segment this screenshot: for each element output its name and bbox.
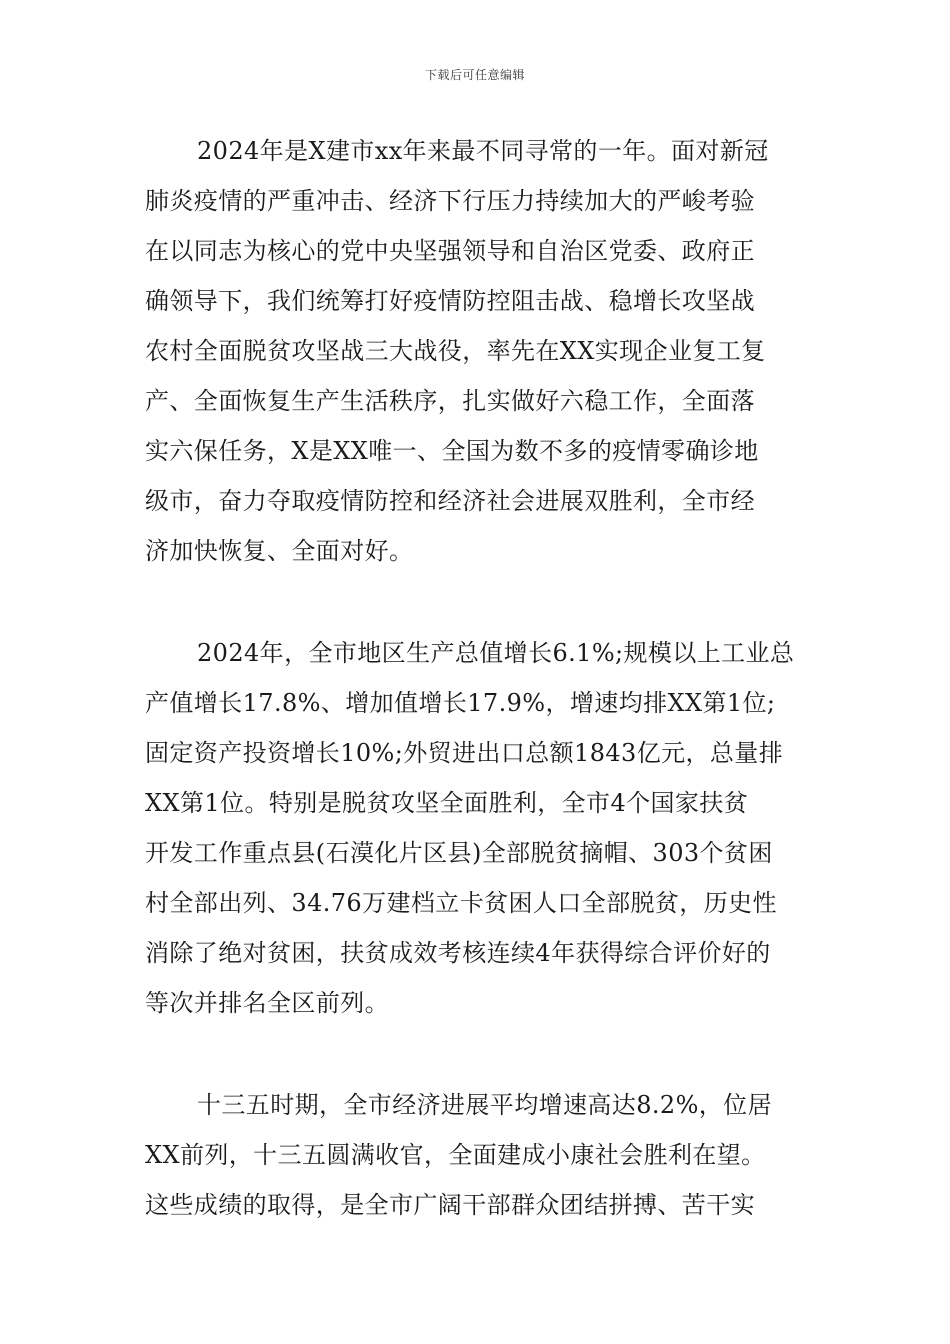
paragraph-3 xyxy=(145,1080,805,1230)
paragraph-line: 级市，奋力夺取疫情防控和经济社会进展双胜利，全市经 xyxy=(145,487,755,515)
paragraph-line: 济加快恢复、全面对好。 xyxy=(145,537,414,565)
paragraph-line: 实六保任务，X是XX唯一、全国为数不多的疫情零确诊地 xyxy=(145,437,759,465)
paragraph-line: 等次并排名全区前列。 xyxy=(145,989,389,1017)
paragraph-1 xyxy=(145,126,805,576)
paragraph-line: 消除了绝对贫困，扶贫成效考核连续4年获得综合评价好的 xyxy=(145,939,771,967)
paragraph-line: 确领导下，我们统筹打好疫情防控阻击战、稳增长攻坚战 xyxy=(145,287,755,315)
paragraph-line: 在以同志为核心的党中央坚强领导和自治区党委、政府正 xyxy=(145,237,755,265)
paragraph-spacer xyxy=(145,1028,805,1080)
paragraph-line: 2024年，全市地区生产总值增长6.1%;规模以上工业总 xyxy=(197,639,795,667)
paragraph-line: 农村全面脱贫攻坚战三大战役，率先在XX实现企业复工复 xyxy=(145,337,766,365)
paragraph-line: 这些成绩的取得，是全市广阔干部群众团结拼搏、苦干实 xyxy=(145,1191,755,1219)
document-body xyxy=(145,126,805,1230)
paragraph-line: XX第1位。特别是脱贫攻坚全面胜利，全市4个国家扶贫 xyxy=(145,789,749,817)
paragraph-line: 固定资产投资增长10%;外贸进出口总额1843亿元，总量排 xyxy=(145,739,784,767)
paragraph-line: 村全部出列、34.76万建档立卡贫困人口全部脱贫，历史性 xyxy=(145,889,777,917)
paragraph-line: 十三五时期，全市经济进展平均增速高达8.2%，位居 xyxy=(197,1091,772,1119)
paragraph-line: 肺炎疫情的严重冲击、经济下行压力持续加大的严峻考验 xyxy=(145,187,755,215)
paragraph-line: 开发工作重点县(石漠化片区县)全部脱贫摘帽、303个贫困 xyxy=(145,839,773,867)
paragraph-line: 2024年是X建市xx年来最不同寻常的一年。面对新冠 xyxy=(197,137,769,165)
paragraph-line: XX前列，十三五圆满收官，全面建成小康社会胜利在望。 xyxy=(145,1141,766,1169)
paragraph-line: 产值增长17.8%、增加值增长17.9%，增速均排XX第1位; xyxy=(145,689,776,717)
paragraph-spacer xyxy=(145,576,805,628)
paragraph-line: 产、全面恢复生产生活秩序，扎实做好六稳工作，全面落 xyxy=(145,387,755,415)
page-header: 下载后可任意编辑 xyxy=(424,68,525,82)
paragraph-2 xyxy=(145,628,805,1028)
